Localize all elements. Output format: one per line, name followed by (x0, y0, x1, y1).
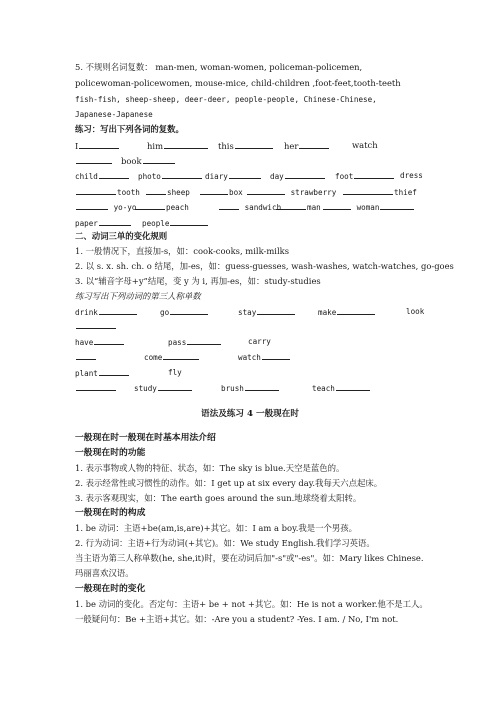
function-3: 3. 表示客观现实，如：The earth goes around the sun.地球绕着太阳转。 (75, 493, 362, 503)
word-item: book (75, 155, 176, 167)
irregular-plurals-line-1: 5. 不规则名词复数： man-men, woman-women, policeman-policemen, (75, 62, 363, 72)
answer-blank[interactable] (247, 186, 285, 195)
answer-blank[interactable] (94, 336, 124, 345)
structure-4: 玛丽喜欢汉语。 (75, 568, 134, 578)
exercise-third-person-heading: 练习写出下列动词的第三人称单数 (75, 291, 201, 301)
word-item: watch (352, 140, 378, 150)
answer-blank[interactable] (162, 170, 202, 179)
answer-blank[interactable] (257, 306, 295, 315)
irregular-plurals-line-4: Japanese-Japanese (75, 110, 153, 119)
word-item: this (218, 140, 274, 152)
word-item: thief (342, 186, 417, 198)
function-heading: 一般现在时的功能 (75, 448, 146, 458)
grammar-title: 语法及练习 4 一般现在时 (201, 409, 299, 419)
word-item: have (75, 336, 125, 348)
word-item (75, 320, 117, 332)
word-item: plant (75, 367, 130, 379)
answer-blank[interactable] (79, 140, 119, 149)
rule-2: 2. 以 s. x. sh. ch. o 结尾，加-es，如：guess-guesses, wash-washes, watch-watches, go-goes (75, 261, 454, 271)
word-item: come (144, 351, 200, 363)
answer-blank[interactable] (76, 320, 116, 329)
word-item: peach (134, 201, 189, 213)
word-item: stay (238, 306, 296, 318)
structure-2: 2. 行为动词：主语+行为动词(+其它)。如：We study English.我们学习英语。 (75, 538, 375, 548)
answer-blank[interactable] (164, 140, 208, 149)
word-item: brush (221, 382, 280, 394)
answer-blank[interactable] (76, 155, 112, 164)
answer-blank[interactable] (76, 201, 108, 210)
word-item: strawberry (246, 186, 336, 198)
change-heading: 一般现在时的变化 (75, 584, 146, 594)
word-item: photo (138, 170, 203, 182)
answer-blank[interactable] (354, 170, 394, 179)
word-item: woman (322, 201, 415, 213)
answer-blank[interactable] (245, 382, 279, 391)
exercise-plural-heading: 练习：写出下列各词的复数。 (75, 124, 184, 134)
word-item: her (284, 140, 330, 152)
answer-blank[interactable] (76, 351, 96, 360)
word-item: day (270, 170, 326, 182)
answer-blank[interactable] (146, 186, 166, 195)
word-item: man (275, 201, 321, 213)
answer-blank[interactable] (323, 201, 351, 210)
word-item (75, 351, 97, 363)
answer-blank[interactable] (343, 186, 393, 195)
answer-blank[interactable] (187, 336, 221, 345)
word-item: I (75, 140, 120, 152)
word-item: make (318, 306, 376, 318)
answer-blank[interactable] (336, 382, 370, 391)
word-item: child (75, 170, 130, 182)
word-item: yo-yo (75, 201, 136, 213)
word-item: people (142, 217, 209, 229)
word-item: look (406, 307, 425, 316)
answer-blank[interactable] (76, 186, 116, 195)
word-item: teach (312, 382, 371, 394)
word-item: carry (248, 337, 271, 346)
word-item: sandwich (218, 201, 281, 213)
answer-blank[interactable] (337, 306, 375, 315)
answer-blank[interactable] (235, 140, 273, 149)
answer-blank[interactable] (219, 201, 239, 210)
word-item: him (147, 140, 209, 152)
answer-blank[interactable] (163, 351, 199, 360)
word-item: pass (168, 336, 222, 348)
structure-1: 1. be 动词：主语+be(am,is,are)+其它。如：I am a boy.我是一个男孩。 (75, 523, 357, 533)
intro-heading: 一般现在时一般现在时基本用法介绍 (75, 433, 216, 443)
function-2: 2. 表示经常性或习惯性的动作。如：I get up at six every day.我每天六点起床。 (75, 478, 383, 488)
answer-blank[interactable] (285, 170, 325, 179)
answer-blank[interactable] (200, 186, 228, 195)
section-2-heading: 二、动词三单的变化规则 (75, 231, 168, 241)
change-1: 1. be 动词的变化。否定句：主语+ be + not +其它。如：He is not a worker.他不是工人。 (75, 599, 428, 609)
rule-1: 1. 一般情况下，直接加-s，如：cook-cooks, milk-milks (75, 246, 290, 256)
answer-blank[interactable] (380, 201, 414, 210)
structure-heading: 一般现在时的构成 (75, 508, 146, 518)
function-1: 1. 表示事物或人物的特征、状态，如：The sky is blue.天空是蓝色的。 (75, 463, 345, 473)
word-item: foot (335, 170, 395, 182)
answer-blank[interactable] (276, 201, 306, 210)
answer-blank[interactable] (99, 367, 129, 376)
word-item: fly (168, 368, 182, 377)
word-item: sheep (145, 186, 190, 198)
word-item: study (134, 382, 193, 394)
word-item: watch (238, 351, 291, 363)
irregular-plurals-line-3: fish-fish, sheep-sheep, deer-deer, people-people, Chinese-Chinese, (75, 95, 377, 104)
answer-blank[interactable] (143, 155, 175, 164)
word-item (75, 382, 117, 394)
answer-blank[interactable] (170, 217, 208, 226)
answer-blank[interactable] (99, 170, 129, 179)
rule-3: 3. 以“辅音字母+y”结尾，变 y 为 i, 再加-es，如：study-studies (75, 276, 321, 286)
word-item: box (199, 186, 243, 198)
answer-blank[interactable] (262, 351, 290, 360)
word-item: go (160, 306, 209, 318)
word-item: diary (205, 170, 262, 182)
answer-blank[interactable] (158, 382, 192, 391)
answer-blank[interactable] (99, 217, 131, 226)
answer-blank[interactable] (299, 140, 329, 149)
word-item: drink (75, 306, 138, 318)
answer-blank[interactable] (76, 382, 116, 391)
answer-blank[interactable] (135, 201, 165, 210)
word-item: tooth (75, 186, 140, 198)
word-item: paper (75, 217, 132, 229)
irregular-plurals-line-2: policewoman-policewomen, mouse-mice, child-children ,foot-feet,tooth-teeth (75, 78, 401, 88)
word-item: dress (400, 171, 423, 180)
structure-3: 当主语为第三人称单数(he, she,it)时，要在动词后加"-s"或"-es"。如：Mary likes Chinese. (75, 553, 424, 563)
answer-blank[interactable] (229, 170, 261, 179)
answer-blank[interactable] (170, 306, 208, 315)
answer-blank[interactable] (99, 306, 137, 315)
change-2: 一般疑问句：Be +主语+其它。如：-Are you a student? -Yes. I am. / No, I'm not. (75, 614, 399, 624)
